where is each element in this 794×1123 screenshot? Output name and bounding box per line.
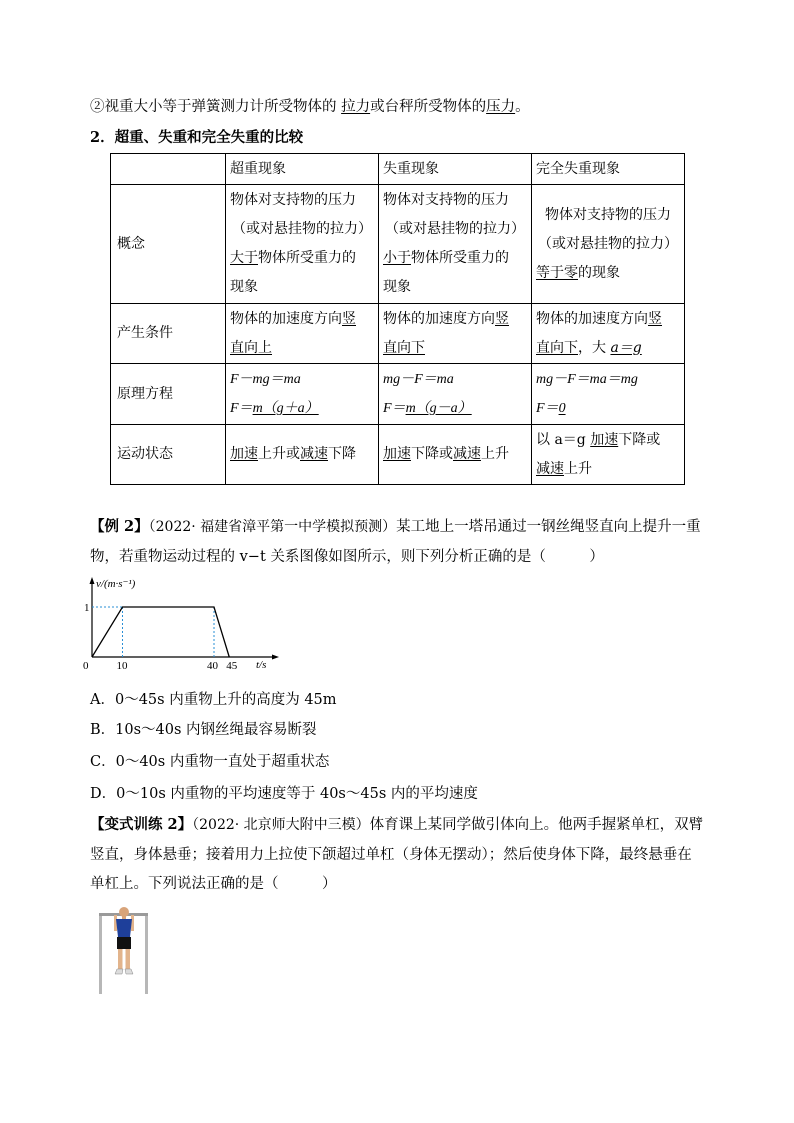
x-tick-label: 0	[83, 660, 89, 672]
intro-underline-2: 压力	[486, 99, 516, 115]
variant2-line1: 【变式训练 2】（2022· 北京师大附中三模）体育课上某同学做引体向上。他两手握紧单杠，双臂	[90, 816, 704, 833]
cell-concept-full: 物体对支持物的压力 （或对悬挂物的拉力） 等于零的现象	[532, 185, 685, 304]
variant2-line3: 单杠上。下列说法正确的是（ ）	[90, 876, 337, 892]
cell-equation-under: mg－F＝ma F＝m（g－a）	[379, 364, 532, 425]
variant2-line2: 竖直，身体悬垂；接着用力上拉使下颌超过单杠（身体无摆动）；然后使身体下降，最终悬垂在	[90, 847, 692, 863]
neck	[122, 916, 126, 919]
cell-motion-over: 加速上升或减速下降	[226, 425, 379, 485]
intro-line: ②视重大小等于弹簧测力计所受物体的 拉力或台秤所受物体的压力。	[90, 99, 530, 115]
cell-concept-over: 物体对支持物的压力 （或对悬挂物的拉力） 大于物体所受重力的 现象	[226, 185, 379, 304]
x-tick-label: 45	[226, 660, 238, 672]
series-line	[92, 607, 229, 657]
section-heading: 2．超重、失重和完全失重的比较	[90, 129, 304, 146]
option-b[interactable]: B．10s～40s 内钢丝绳最容易断裂	[90, 722, 317, 738]
cell-condition-under: 物体的加速度方向竖 直向下	[379, 304, 532, 364]
row-label-concept: 概念	[111, 185, 226, 304]
cell-condition-full: 物体的加速度方向竖 直向下，大 a＝g	[532, 304, 685, 364]
cell-equation-over: F－mg＝ma F＝m（g＋a）	[226, 364, 379, 425]
table-header-weightless-partial: 失重现象	[379, 154, 532, 185]
x-tick-label: 10	[116, 660, 128, 672]
table-row	[111, 304, 685, 364]
row-label-equation: 原理方程	[111, 364, 226, 425]
table-header-weightless-full: 完全失重现象	[532, 154, 685, 185]
cell-motion-under: 加速下降或减速上升	[379, 425, 532, 485]
intro-underline-1: 拉力	[341, 99, 371, 115]
x-axis-arrow	[272, 655, 279, 660]
table-row	[111, 364, 685, 425]
y-tick-label: 1	[84, 602, 90, 614]
row-label-motion: 运动状态	[111, 425, 226, 485]
option-c[interactable]: C．0～40s 内重物一直处于超重状态	[90, 754, 330, 770]
y-axis-arrow	[90, 577, 95, 584]
leg-right	[126, 949, 131, 969]
cell-motion-full: 以 a＝g 加速下降或 减速上升	[532, 425, 685, 485]
shoe-left	[115, 969, 123, 974]
table-row	[111, 154, 685, 185]
example2-line2: 物，若重物运动过程的 v−t 关系图像如图所示，则下列分析正确的是（ ）	[90, 549, 604, 565]
row-label-condition: 产生条件	[111, 304, 226, 364]
table-row	[111, 185, 685, 304]
leg-left	[118, 949, 123, 969]
x-tick-label: 40	[207, 660, 218, 672]
vt-chart	[80, 575, 290, 675]
bar-post-left	[99, 914, 102, 994]
x-axis-label: t/s	[256, 659, 267, 671]
y-axis-label: v/(m·s⁻¹)	[96, 578, 136, 590]
option-d[interactable]: D．0～10s 内重物的平均速度等于 40s～45s 内的平均速度	[90, 786, 478, 802]
pull-up-illustration	[95, 900, 155, 995]
cell-concept-under: 物体对支持物的压力 （或对悬挂物的拉力） 小于物体所受重力的 现象	[379, 185, 532, 304]
shorts	[117, 937, 131, 949]
cell-equation-full: mg－F＝ma＝mg F＝0	[532, 364, 685, 425]
shoe-right	[125, 969, 133, 974]
table-row	[111, 425, 685, 485]
head	[119, 907, 129, 917]
variant2-tag: 【变式训练 2】	[90, 816, 193, 833]
variant2-source: （2022· 北京师大附中三模）	[192, 817, 370, 833]
bar-post-right	[145, 914, 148, 994]
example2-tag: 【例 2】	[90, 518, 149, 535]
option-a[interactable]: A．0～45s 内重物上升的高度为 45m	[90, 692, 337, 708]
table-header-overweight: 超重现象	[226, 154, 379, 185]
table-header-empty	[111, 154, 226, 185]
cell-condition-over: 物体的加速度方向竖 直向上	[226, 304, 379, 364]
example2-line1: 【例 2】（2022· 福建省漳平第一中学模拟预测）某工地上一塔吊通过一钢丝绳竖直向上提升一重	[90, 518, 701, 535]
example2-source: （2022· 福建省漳平第一中学模拟预测）	[148, 519, 397, 535]
torso-shirt	[116, 919, 132, 937]
comparison-table	[110, 153, 685, 485]
